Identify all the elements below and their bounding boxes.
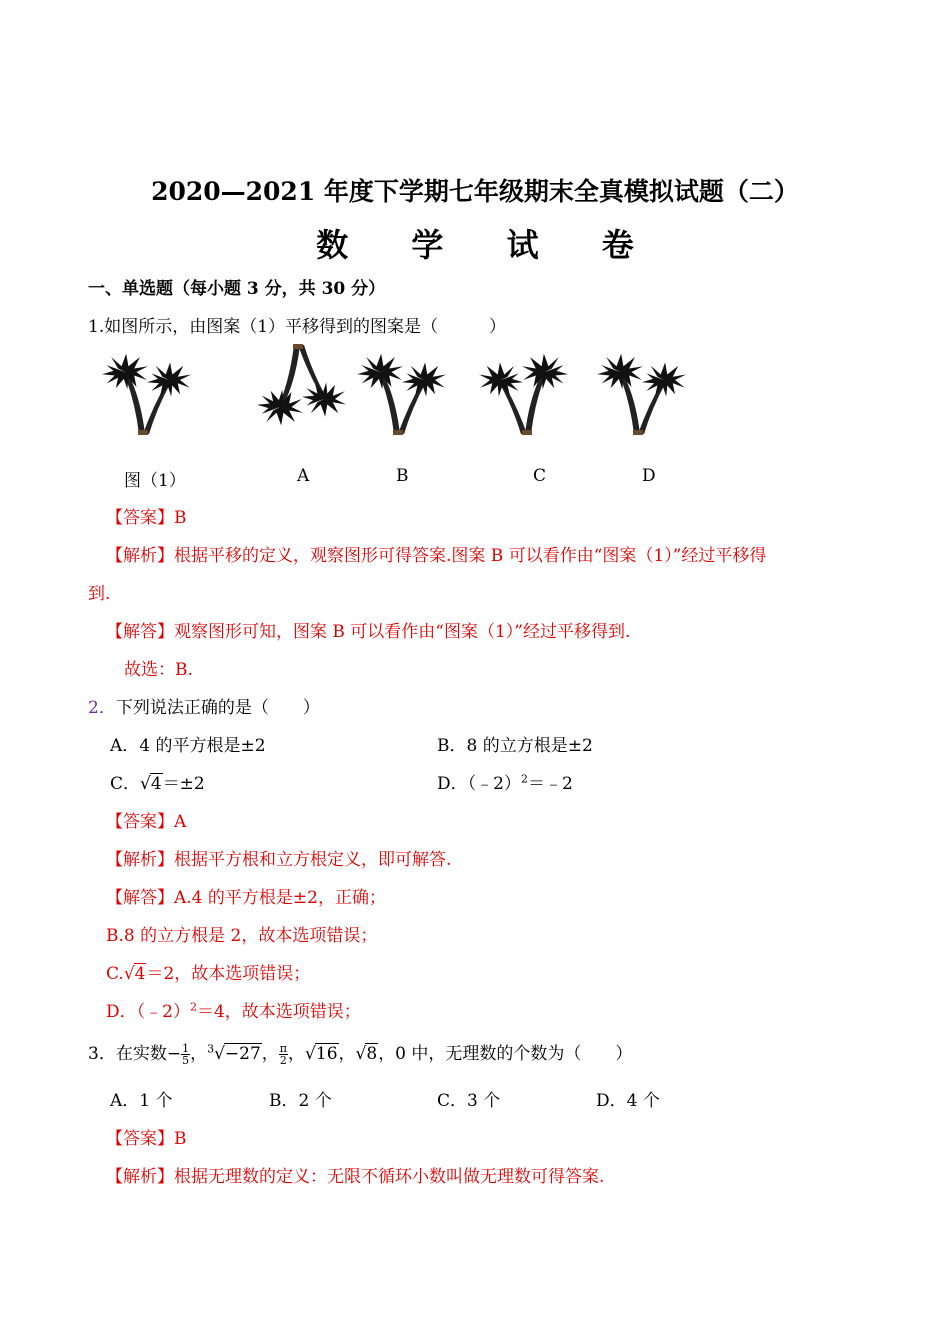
q2-solution-c: C.√4＝2，故本选项错误； xyxy=(106,964,311,984)
q1-analysis-cont: 到. xyxy=(88,584,111,604)
q1-solution: 【解答】观察图形可知，图案 B 可以看作由“图案（1）”经过平移得到. xyxy=(106,622,631,642)
caption-figure-1: 图（1） xyxy=(124,471,186,491)
fraction-one-fifth: $\frac{1}{5}$ xyxy=(182,1042,190,1067)
q3-option-c: C．3 个 xyxy=(437,1091,501,1111)
caption-a: A xyxy=(297,466,310,486)
q3-answer: 【答案】B xyxy=(106,1129,187,1149)
q2-solution-b: B.8 的立方根是 2，故本选项错误； xyxy=(106,926,378,946)
q3-option-b: B．2 个 xyxy=(269,1091,332,1111)
q3-option-d: D．4 个 xyxy=(596,1091,660,1111)
q2-answer: 【答案】A xyxy=(106,812,187,832)
q1-stem: 1.如图所示，由图案（1）平移得到的图案是（ ） xyxy=(88,317,507,337)
q2-solution-a: 【解答】A.4 的平方根是±2，正确； xyxy=(106,888,386,908)
q3-option-a: A．1 个 xyxy=(110,1091,173,1111)
palm-tree-figures xyxy=(100,342,720,442)
option-b-tree xyxy=(357,354,446,435)
exam-subtitle: 数 学 试 卷 xyxy=(316,226,660,264)
option-a-tree xyxy=(257,344,346,425)
q3-stem: 3．在实数− $\frac{1}{5}$ ，$^3$√−27， $\frac{\pi}{2}$ ，√16，√8，0 中，无理数的个数为（ ） xyxy=(88,1042,633,1067)
figure-1-tree xyxy=(102,354,191,435)
q2-option-c: C．√4＝±2 xyxy=(110,774,205,794)
caption-b: B xyxy=(396,466,409,486)
caption-d: D xyxy=(642,466,656,486)
fraction-pi-half: $\frac{\pi}{2}$ xyxy=(279,1042,288,1067)
q1-choice: 故选：B. xyxy=(124,660,193,680)
caption-c: C xyxy=(533,466,547,486)
q3-analysis: 【解析】根据无理数的定义：无限不循环小数叫做无理数可得答案. xyxy=(106,1167,605,1187)
q2-analysis: 【解析】根据平方根和立方根定义，即可解答. xyxy=(106,850,452,870)
q2-option-d: D．（﹣2）$^2$＝﹣2 xyxy=(437,772,573,794)
q2-solution-d: D．（﹣2）$^2$＝4，故本选项错误； xyxy=(106,1000,361,1022)
option-c-tree xyxy=(479,354,568,435)
q1-answer: 【答案】B xyxy=(106,508,187,528)
q2-stem: 2．下列说法正确的是（ ） xyxy=(88,698,320,718)
section-heading: 一、单选题（每小题 3 分，共 30 分） xyxy=(88,279,386,299)
q1-analysis: 【解析】根据平移的定义，观察图形可得答案.图案 B 可以看作由“图案（1）”经过平移得 xyxy=(106,546,767,566)
option-d-tree xyxy=(597,354,686,435)
q2-option-b: B．8 的立方根是±2 xyxy=(437,736,593,756)
q2-option-a: A．4 的平方根是±2 xyxy=(110,736,266,756)
q2-number: 2． xyxy=(88,698,116,718)
exam-title: 2020—2021 年度下学期七年级期末全真模拟试题（二） xyxy=(151,177,799,206)
